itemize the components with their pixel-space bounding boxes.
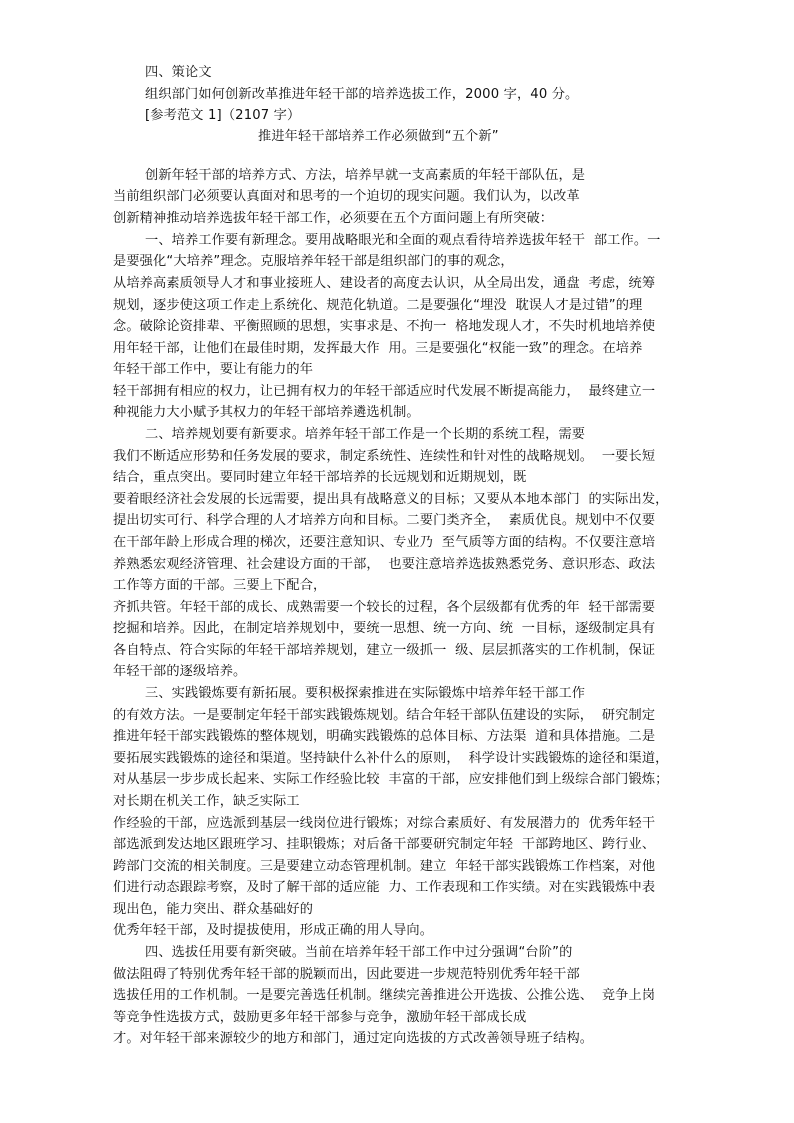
body-line: 规划，逐步使这项工作走上系统化、规范化轨道。二是要强化“埋没 耽误人才是过错”的理 [113, 298, 643, 313]
body-line: 轻干部拥有相应的权力，让已拥有权力的年轻干部适应时代发展不断提高能力， 最终建立一 [113, 384, 656, 399]
body-line: 要着眼经济社会发展的长远需要，提出具有战略意义的目标；又要从本地本部门 的实际出发， [113, 492, 669, 507]
body-line: 们进行动态跟踪考察，及时了解干部的适应能 力、工作表现和工作实绩。对在实践锻炼中表 [113, 880, 656, 895]
body-line: 年轻干部的逐级培养。 [113, 664, 247, 679]
body-line: 现出色，能力突出、群众基础好的 [113, 902, 314, 917]
reference-label: [参考范文 1]（2107 字） [145, 108, 301, 123]
body-line: 工作等方面的干部。三要上下配合， [113, 578, 327, 593]
body-line: 各自特点、符合实际的年轻干部培养规划，建立一级抓一 级、层层抓落实的工作机制，保证 [113, 643, 656, 658]
body-line: 年轻干部工作中，要让有能力的年 [113, 362, 314, 377]
body-line: 二、培养规划要有新要求。培养年轻干部工作是一个长期的系统工程，需要 [145, 427, 586, 442]
body-line: 结合，重点突出。要同时建立年轻干部培养的长远规划和近期规划，既 [113, 470, 527, 485]
body-line: 对长期在机关工作，缺乏实际工 [113, 794, 300, 809]
body-line: 创新精神推动培养选拔年轻干部工作，必须要在五个方面问题上有所突破： [113, 211, 554, 226]
body-line: 等竞争性选拔方式，鼓励更多年轻干部参与竞争，激励年轻干部成长成 [113, 1010, 527, 1025]
body-line: 齐抓共管。年轻干部的成长、成熟需要一个较长的过程，各个层级都有优秀的年 轻干部需要 [113, 600, 656, 615]
body-line: 当前组织部门必须要认真面对和思考的一个迫切的现实问题。我们认为，以改革 [113, 189, 580, 204]
body-line: 作经验的干部，应选派到基层一线岗位进行锻炼；对综合素质好、有发展潜力的 优秀年轻干 [113, 816, 656, 831]
body-line: 部选派到发达地区跟班学习、挂职锻炼；对后备干部要研究制定年轻 干部跨地区、跨行业、 [113, 837, 656, 852]
body-line: 四、选拔任用要有新突破。当前在培养年轻干部工作中过分强调“台阶”的 [145, 945, 573, 960]
body-line: 推进年轻干部实践锻炼的整体规划，明确实践锻炼的总体目标、方法渠 道和具体措施。二是 [113, 729, 656, 744]
body-line: 我们不断适应形势和任务发展的要求，制定系统性、连续性和针对性的战略规划。 一要长短 [113, 449, 656, 464]
body-line: 种视能力大小赋予其权力的年轻干部培养遴选机制。 [113, 405, 420, 420]
body-line: 从培养高素质领导人才和事业接班人、建设者的高度去认识，从全局出发，通盘 考虑，统筹 [113, 276, 656, 291]
body-line: 做法阻碍了特别优秀年轻干部的脱颖而出，因此要进一步规范特别优秀年轻干部 [113, 967, 580, 982]
body-line: 才。对年轻干部来源较少的地方和部门，通过定向选拔的方式改善领导班子结构。 [113, 1031, 594, 1046]
essay-prompt: 组织部门如何创新改革推进年轻干部的培养选拔工作，2000 字，40 分。 [145, 87, 579, 102]
body-line: 是要强化“大培养”理念。克服培养年轻干部是组织部门的事的观念， [113, 254, 514, 269]
body-line: 跨部门交流的相关制度。三是要建立动态管理机制。建立 年轻干部实践锻炼工作档案，对他 [113, 859, 656, 874]
body-line: 要拓展实践锻炼的途径和渠道。坚持缺什么补什么的原则， 科学设计实践锻炼的途径和渠道， [113, 751, 669, 766]
body-line: 用年轻干部，让他们在最佳时期，发挥最大作 用。三是要强化“权能一致”的理念。在培养 [113, 341, 643, 356]
essay-title: 推进年轻干部培养工作必须做到“五个新” [258, 129, 499, 144]
body-line: 挖掘和培养。因此，在制定培养规划中，要统一思想、统一方向、统 一目标，逐级制定具有 [113, 621, 656, 636]
body-line: 创新年轻干部的培养方式、方法，培养早就一支高素质的年轻干部队伍，是 [145, 168, 586, 183]
body-line: 提出切实可行、科学合理的人才培养方向和目标。二要门类齐全， 素质优良。规划中不仅要 [113, 513, 656, 528]
body-line: 养熟悉宏观经济管理、社会建设方面的干部， 也要注意培养选拔熟悉党务、意识形态、政法 [113, 557, 656, 572]
body-line: 一、培养工作要有新理念。要用战略眼光和全面的观点看待培养选拔年轻干 部工作。一 [145, 233, 661, 248]
body-line: 念。破除论资排辈、平衡照顾的思想，实事求是、不拘一 格地发现人才，不失时机地培养使 [113, 319, 656, 334]
body-line: 三、实践锻炼要有新拓展。要积极探索推进在实际锻炼中培养年轻干部工作 [145, 686, 586, 701]
section-heading: 四、策论文 [145, 65, 212, 80]
body-line: 对从基层一步步成长起来、实际工作经验比较 丰富的干部，应安排他们到上级综合部门锻炼； [113, 772, 669, 787]
body-line: 在干部年龄上形成合理的梯次，还要注意知识、专业乃 至气质等方面的结构。不仅要注意培 [113, 535, 656, 550]
body-line: 的有效方法。一是要制定年轻干部实践锻炼规划。结合年轻干部队伍建设的实际， 研究制定 [113, 708, 656, 723]
body-line: 优秀年轻干部，及时提拔使用，形成正确的用人导向。 [113, 923, 434, 938]
body-line: 选拔任用的工作机制。一是要完善选任机制。继续完善推进公开选拔、公推公选、 竞争上岗 [113, 988, 656, 1003]
